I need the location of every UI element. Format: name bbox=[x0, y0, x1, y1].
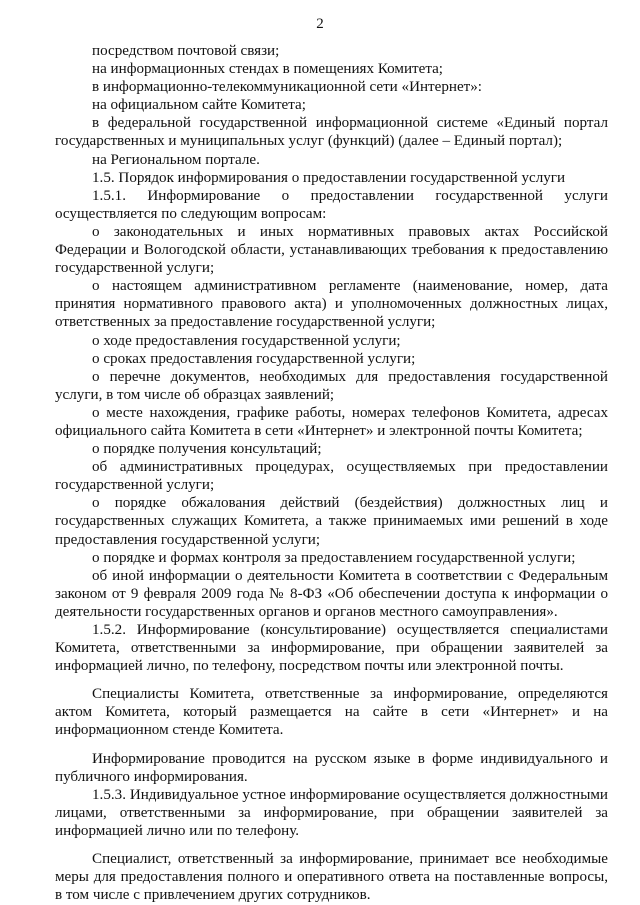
paragraph: о настоящем административном регламенте (наименование, номер, дата принятия нормативного правового акта) и уполномоченных должностных лицах, ответственных за предоставление государственной услуги; bbox=[55, 278, 608, 331]
paragraph: Специалист, ответственный за информирование, принимает все необходимые меры для предоставления полного и оперативного ответа на поставленные вопросы, в том числе с привлечением других сотрудников. bbox=[55, 851, 608, 904]
paragraph: о перечне документов, необходимых для предоставления государственной услуги, в том числе об образцах заявлений; bbox=[55, 368, 608, 403]
paragraph: о порядке и формах контроля за предоставлением государственной услуги; bbox=[92, 549, 576, 566]
paragraph: Информирование проводится на русском языке в форме индивидуального и публичного информирования. bbox=[55, 750, 608, 785]
paragraph: о сроках предоставления государственной услуги; bbox=[92, 350, 416, 367]
paragraph: на Региональном портале. bbox=[92, 151, 260, 168]
document-body bbox=[55, 42, 608, 904]
paragraph: 1.5.3. Индивидуальное устное информирование осуществляется должностными лицами, ответственными за информирование, при обращении заявителей за информацией лично или по телефону. bbox=[55, 786, 608, 839]
paragraph: о порядке получения консультаций; bbox=[92, 441, 322, 458]
paragraph: об административных процедурах, осуществляемых при предоставлении государственной услуги; bbox=[55, 459, 608, 494]
paragraph: 1.5.2. Информирование (консультирование) осуществляется специалистами Комитета, ответственными за информирование, при обращении заявителей за информацией лично, по телефону, посредством почты или электронной почты. bbox=[55, 622, 608, 675]
page-number: 2 bbox=[316, 16, 324, 32]
paragraph: на информационных стендах в помещениях Комитета; bbox=[92, 61, 443, 78]
paragraph: о законодательных и иных нормативных правовых актах Российской Федерации и Вологодской области, устанавливающих требования к предоставлению государственной услуги; bbox=[55, 223, 608, 277]
paragraph: Специалисты Комитета, ответственные за информирование, определяются актом Комитета, который размещается на сайте в сети «Интернет» и на информационном стенде Комитета. bbox=[55, 686, 608, 739]
paragraph: о месте нахождения, графике работы, номерах телефонов Комитета, адресах официального сайта Комитета в сети «Интернет» и электронной почты Комитета; bbox=[55, 404, 608, 439]
paragraph: о ходе предоставления государственной услуги; bbox=[92, 332, 401, 349]
paragraph: в информационно-телекоммуникационной сети «Интернет»: bbox=[92, 79, 483, 96]
paragraph: об иной информации о деятельности Комитета в соответствии с Федеральным законом от 9 февраля 2009 года № 8-ФЗ «Об обеспечении доступа к информации о деятельности государственных органов и органов местного самоуправления». bbox=[55, 567, 608, 620]
section-heading: 1.5. Порядок информирования о предоставлении государственной услуги bbox=[92, 169, 566, 186]
paragraph: 1.5.1. Информирование о предоставлении государственной услуги осуществляется по следующим вопросам: bbox=[55, 187, 608, 222]
paragraph: на официальном сайте Комитета; bbox=[92, 97, 306, 114]
paragraph: в федеральной государственной информационной системе «Единый портал государственных и муниципальных услуг (функций) (далее – Единый портал); bbox=[55, 115, 608, 150]
paragraph: посредством почтовой связи; bbox=[92, 43, 280, 59]
paragraph: о порядке обжалования действий (бездействия) должностных лиц и государственных служащих Комитета, а также принимаемых ими решений в ходе предоставления государственной услуги; bbox=[55, 495, 608, 548]
